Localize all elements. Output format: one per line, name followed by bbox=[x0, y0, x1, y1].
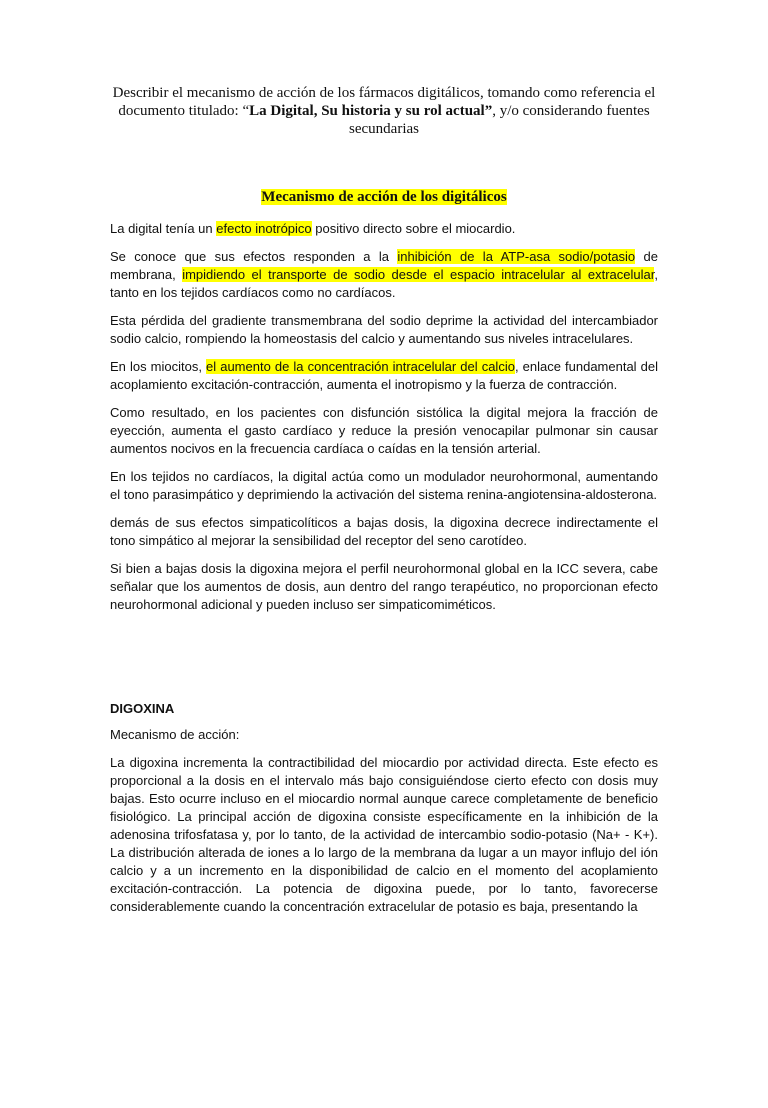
prompt-text-start: Describir el mecanismo de acción de los fármacos digitálicos, tomando como referencia el documento titulado: “ bbox=[112, 85, 656, 119]
assignment-prompt bbox=[110, 84, 658, 138]
text-run: de membrana, bbox=[110, 249, 659, 282]
section-title-text: Mecanismo de acción de los digitálicos bbox=[261, 189, 507, 205]
text-run: Se conoce que sus efectos responden a la bbox=[110, 249, 398, 264]
paragraph-1 bbox=[110, 220, 658, 238]
paragraph-2 bbox=[110, 248, 658, 302]
highlighted-text: inhibición de la ATP-asa sodio/potasio bbox=[397, 249, 636, 264]
paragraph-8: Si bien a bajas dosis la digoxina mejora el perfil neurohormonal global en la ICC severa, cabe señalar que los aumentos de dosis, aun dentro del rango terapéutico, no proporcionan efecto neurohormonal adicional y pueden incluso ser simpaticomiméticos. bbox=[110, 561, 658, 612]
text-run: En los miocitos, bbox=[110, 359, 207, 374]
highlighted-text: efecto inotrópico bbox=[216, 221, 312, 236]
highlighted-text: impidiendo el transporte de sodio desde el espacio intracelular al extracelular bbox=[182, 267, 655, 282]
paragraph-3: Esta pérdida del gradiente transmembrana del sodio deprime la actividad del intercambiador sodio calcio, rompiendo la homeostasis del calcio y aumentando sus niveles intracelulares. bbox=[110, 313, 658, 346]
paragraph-4 bbox=[110, 358, 658, 394]
paragraph-6: En los tejidos no cardíacos, la digital actúa como un modulador neurohormonal, aumentando el tono parasimpático y deprimiendo la activación del sistema renina-angiotensina-aldosterona. bbox=[110, 469, 658, 502]
prompt-text-end: , y/o considerando fuentes secundarias bbox=[349, 103, 650, 137]
digoxina-heading: DIGOXINA bbox=[110, 701, 175, 716]
paragraph-5: Como resultado, en los pacientes con disfunción sistólica la digital mejora la fracción de eyección, aumenta el gasto cardíaco y reduce la presión venocapilar pulmonar sin causar aumentos nocivos en la frecuencia cardíaca o caídas en la tensión arterial. bbox=[110, 405, 658, 456]
digoxina-subheading: Mecanismo de acción: bbox=[110, 727, 240, 742]
text-run: , enlace fundamental del acoplamiento excitación-contracción, aumenta el inotropismo y la fuerza de contracción. bbox=[110, 359, 658, 392]
text-run: , tanto en los tejidos cardíacos como no cardíacos. bbox=[110, 267, 658, 300]
document-page bbox=[0, 84, 768, 1108]
paragraph-7: demás de sus efectos simpaticolíticos a bajas dosis, la digoxina decrece indirectamente el tono simpático al mejorar la sensibilidad del receptor del seno carotídeo. bbox=[110, 515, 658, 548]
referenced-document-title: La Digital, Su historia y su rol actual” bbox=[249, 103, 493, 119]
digoxina-paragraph: La digoxina incrementa la contractibilidad del miocardio por actividad directa. Este efecto es proporcional a la dosis en el intervalo más bajo consiguiéndose cierto efecto con dosis muy bajas. Esto ocurre incluso en el miocardio normal aunque carece completamente de beneficio fisiológico. La principal acción de digoxina consiste específicamente en la inhibición de la adenosina trifosfatasa y, por lo tanto, de la actividad de intercambio sodio-potasio (Na+ - K+). La distribución alterada de iones a lo largo de la membrana da lugar a un mayor influjo del ión calcio y a un incremento en la disponibilidad de calcio en el momento del acoplamiento excitación-contracción. La potencia de digoxina puede, por lo tanto, favorecerse considerablemente cuando la concentración extracelular de potasio es baja, presentando la bbox=[110, 755, 658, 914]
text-run: positivo directo sobre el miocardio. bbox=[311, 221, 516, 236]
highlighted-text: el aumento de la concentración intracelular del calcio bbox=[206, 359, 515, 374]
text-run: La digital tenía un bbox=[110, 221, 217, 236]
digoxina-section bbox=[110, 700, 658, 916]
section-title bbox=[110, 188, 658, 206]
mechanism-body bbox=[110, 220, 658, 614]
